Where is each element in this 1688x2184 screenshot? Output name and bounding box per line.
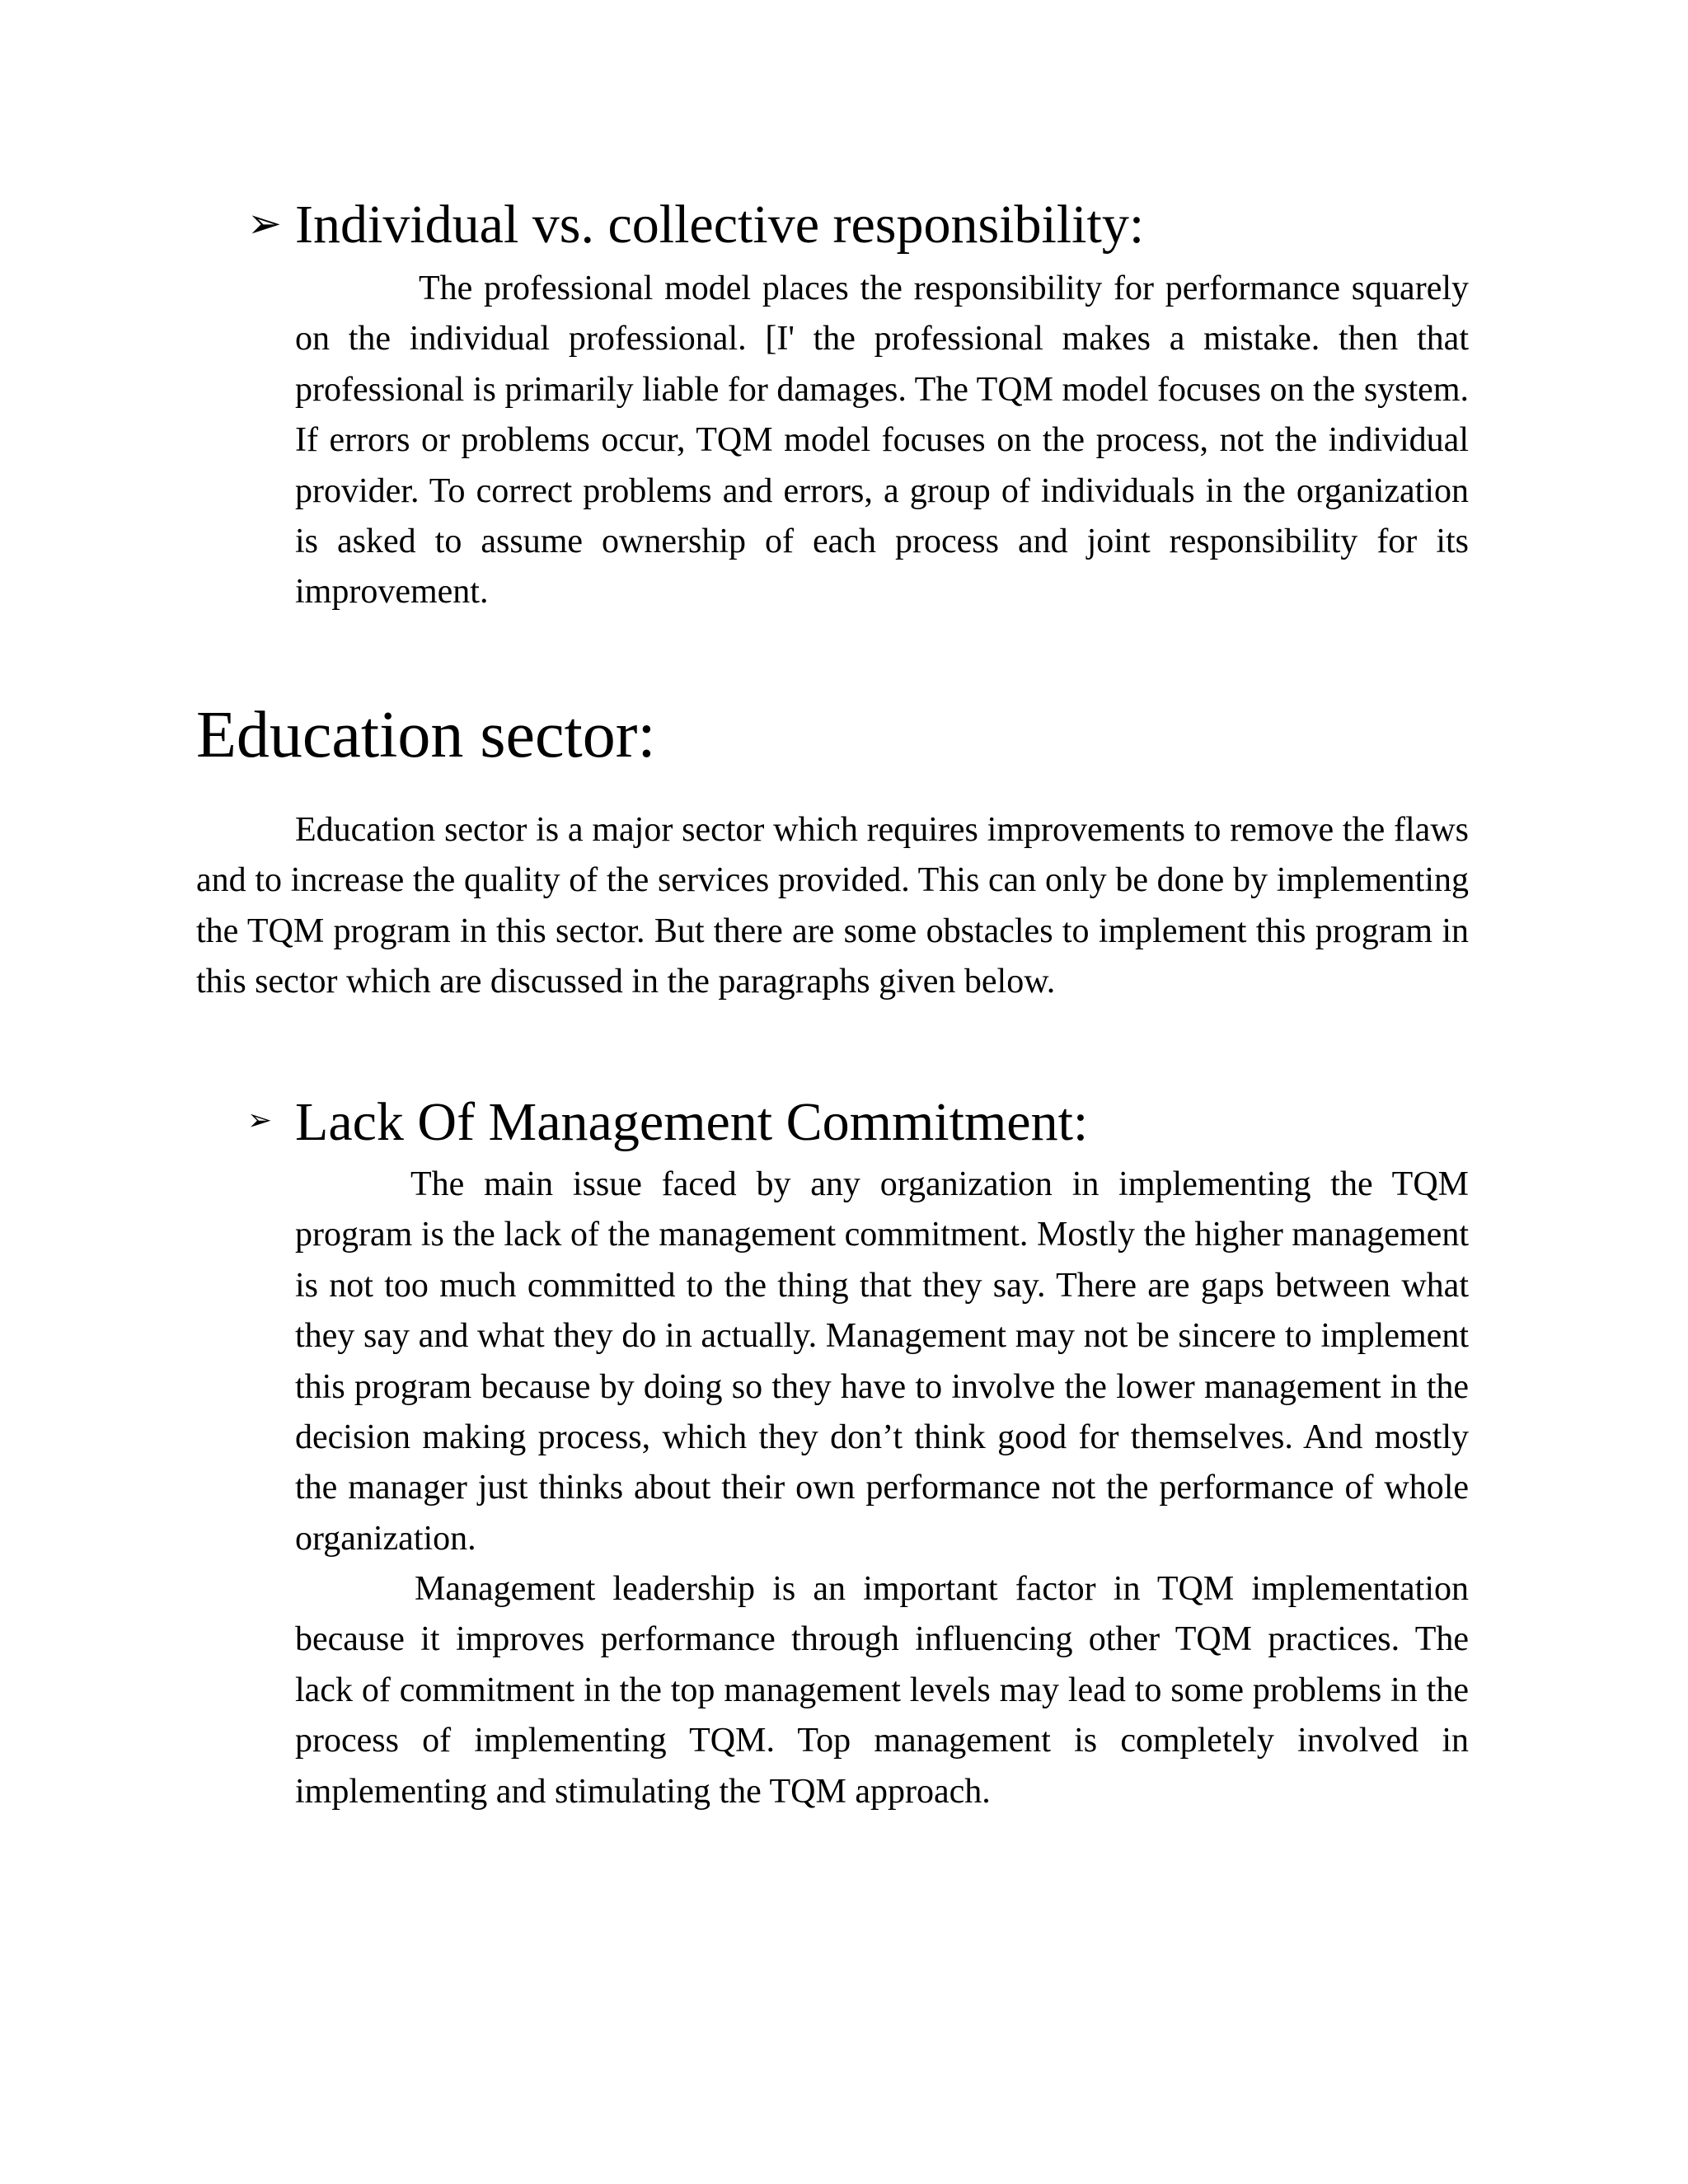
- commitment-paragraph-2: Management leadership is an important factor in TQM implementation because it improves performance through influencing other TQM practices. The lack of commitment in the top management levels may lead to some problems in the process of implementing TQM. Top management is completely involved in implementing and stimulating the TQM approach.: [295, 1570, 1469, 1811]
- individual-heading: [247, 191, 1144, 257]
- arrow-bullet-icon: ➢: [247, 200, 282, 246]
- education-heading: Education sector:: [196, 699, 656, 771]
- arrow-bullet-icon: ➢: [247, 1104, 273, 1137]
- individual-heading-text: Individual vs. collective responsibility:: [295, 194, 1145, 255]
- commitment-paragraph-1: The main issue faced by any organization in implementing the TQM program is the lack of the management commitment. Mostly the higher management is not too much committed to the thing that they say. There are gaps between what they say and what they do in actually. Management may not be sincere to implement this program because by doing so they have to involve the lower management in the decision making process, which they don’t think good for themselves. And mostly the manager just thinks about their own performance not the performance of whole organization.: [295, 1165, 1469, 1558]
- individual-paragraph: The professional model places the responsibility for performance squarely on the individual professional. [I' the professional makes a mistake. then that professional is primarily liable for damages. The TQM model focuses on the system. If errors or problems occur, TQM model focuses on the process, not the individual provider. To correct problems and errors, a group of individuals in the organization is asked to assume ownership of each process and joint responsibility for its improvement.: [295, 269, 1469, 612]
- commitment-heading: [247, 1088, 1088, 1155]
- education-paragraph: Education sector is a major sector which requires improvements to remove the flaws and to increase the quality of the services provided. This can only be done by implementing the TQM program in this sector. But there are some obstacles to implement this program in this sector which are discussed in the paragraphs given below.: [196, 811, 1469, 1001]
- commitment-heading-text: Lack Of Management Commitment:: [295, 1092, 1089, 1152]
